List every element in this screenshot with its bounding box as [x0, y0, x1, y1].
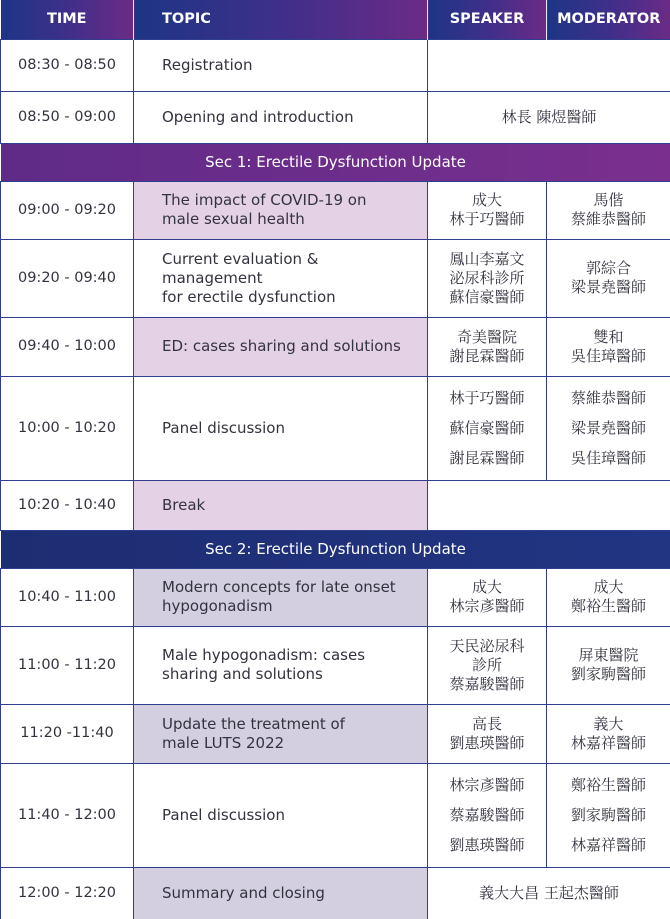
table-row [1, 480, 670, 530]
table-row [1, 91, 670, 143]
session-speaker [428, 181, 547, 239]
topic-line: sharing and solutions [162, 665, 323, 683]
table-row [1, 568, 670, 626]
session-speaker [428, 704, 547, 763]
speaker-line: 蘇信豪醫師 [449, 287, 525, 306]
session-topic: Panel discussion [134, 376, 428, 480]
session-people: 林長 陳煜醫師 [428, 91, 670, 143]
moderator-line: 鄭裕生醫師 [570, 597, 646, 615]
session-topic [134, 568, 428, 626]
session-moderator [547, 181, 670, 239]
speaker-line: 謝昆霖醫師 [449, 449, 525, 467]
session-topic [134, 181, 428, 239]
session-speaker [428, 239, 547, 317]
speaker-line: 劉惠瑛醫師 [449, 836, 525, 854]
session-speaker [428, 626, 547, 704]
speaker-line: 劉惠瑛醫師 [449, 733, 525, 752]
header-speaker: SPEAKER [428, 0, 547, 39]
speaker-line: 林于巧醫師 [449, 210, 525, 228]
header-moderator: MODERATOR [547, 0, 670, 39]
session-moderator [547, 317, 670, 376]
session-time: 11:20 -11:40 [1, 704, 134, 763]
session-moderator [547, 763, 670, 867]
table-row [1, 626, 670, 704]
table-row [1, 867, 670, 919]
moderator-line: 劉家駒醫師 [570, 665, 646, 683]
table-row [1, 376, 670, 480]
moderator-line: 梁景堯醫師 [570, 278, 646, 296]
speaker-line: 蘇信豪醫師 [449, 419, 525, 437]
topic-line: Update the treatment of [162, 714, 345, 733]
session-topic: ED: cases sharing and solutions [134, 317, 428, 376]
moderator-line: 劉家駒醫師 [570, 806, 646, 824]
session-time: 09:00 - 09:20 [1, 181, 134, 239]
moderator-line: 成大 [593, 578, 624, 596]
session-topic: Summary and closing [134, 867, 428, 919]
session-moderator [547, 568, 670, 626]
moderator-line: 林嘉祥醫師 [570, 733, 646, 752]
moderator-line: 郭綜合 [585, 259, 631, 277]
topic-line: Current evaluation & management [162, 249, 319, 287]
moderator-line: 馬偕 [593, 191, 624, 209]
topic-line: male sexual health [162, 210, 305, 228]
topic-line: Modern concepts for late onset [162, 578, 396, 596]
speaker-line: 鳳山李嘉文 [449, 249, 525, 268]
session-time: 10:00 - 10:20 [1, 376, 134, 480]
empty-cell [428, 39, 670, 91]
topic-line: male LUTS 2022 [162, 733, 285, 752]
moderator-line: 鄭裕生醫師 [570, 776, 646, 794]
session-moderator [547, 704, 670, 763]
table-row [1, 181, 670, 239]
table-row [1, 704, 670, 763]
session-topic: Break [134, 480, 428, 530]
session-time: 12:00 - 12:20 [1, 867, 134, 919]
topic-line: hypogonadism [162, 597, 273, 615]
topic-line: for erectile dysfunction [162, 287, 336, 306]
session-time: 09:40 - 10:00 [1, 317, 134, 376]
moderator-line: 屏東醫院 [578, 646, 639, 664]
session-time: 08:50 - 09:00 [1, 91, 134, 143]
session-topic: Registration [134, 39, 428, 91]
session-speaker [428, 568, 547, 626]
empty-cell [428, 480, 670, 530]
moderator-line: 梁景堯醫師 [570, 419, 646, 437]
speaker-line: 蔡嘉駿醫師 [449, 806, 525, 824]
section-row [1, 530, 670, 568]
speaker-line: 天民泌尿科 [449, 636, 525, 655]
topic-line: Male hypogonadism: cases [162, 646, 366, 664]
session-people: 義大大昌 王起杰醫師 [428, 867, 670, 919]
section-title: Sec 2: Erectile Dysfunction Update [1, 530, 670, 568]
session-speaker [428, 317, 547, 376]
session-speaker [428, 763, 547, 867]
header-time: TIME [1, 0, 134, 39]
topic-line: The impact of COVID-19 on [162, 191, 367, 209]
moderator-line: 蔡維恭醫師 [570, 210, 646, 228]
header-topic: TOPIC [134, 0, 428, 39]
session-topic [134, 239, 428, 317]
session-time: 10:40 - 11:00 [1, 568, 134, 626]
session-moderator [547, 239, 670, 317]
session-time: 09:20 - 09:40 [1, 239, 134, 317]
moderator-line: 林嘉祥醫師 [570, 836, 646, 854]
speaker-line: 泌尿科診所 [449, 268, 525, 287]
session-time: 11:40 - 12:00 [1, 763, 134, 867]
speaker-line: 高長 [471, 714, 502, 733]
session-time: 11:00 - 11:20 [1, 626, 134, 704]
speaker-line: 成大 [471, 578, 502, 596]
speaker-line: 成大 [471, 191, 502, 209]
session-time: 10:20 - 10:40 [1, 480, 134, 530]
speaker-line: 診所 [471, 655, 502, 674]
moderator-line: 蔡維恭醫師 [570, 389, 646, 407]
table-row [1, 39, 670, 91]
moderator-line: 雙和 [593, 327, 624, 346]
session-topic [134, 626, 428, 704]
speaker-line: 謝昆霖醫師 [449, 346, 525, 365]
session-topic: Opening and introduction [134, 91, 428, 143]
section-row [1, 143, 670, 181]
moderator-line: 義大 [593, 714, 624, 733]
moderator-line: 吳佳璋醫師 [570, 449, 646, 467]
table-row [1, 763, 670, 867]
table-row [1, 239, 670, 317]
session-speaker [428, 376, 547, 480]
session-topic [134, 704, 428, 763]
session-topic: Panel discussion [134, 763, 428, 867]
speaker-line: 林宗彥醫師 [449, 776, 525, 794]
header-row [1, 0, 670, 39]
session-moderator [547, 376, 670, 480]
speaker-line: 奇美醫院 [456, 327, 517, 346]
speaker-line: 蔡嘉駿醫師 [449, 674, 525, 693]
speaker-line: 林宗彥醫師 [449, 597, 525, 615]
moderator-line: 吳佳璋醫師 [570, 346, 646, 365]
section-title: Sec 1: Erectile Dysfunction Update [1, 143, 670, 181]
table-row [1, 317, 670, 376]
session-time: 08:30 - 08:50 [1, 39, 134, 91]
session-moderator [547, 626, 670, 704]
speaker-line: 林于巧醫師 [449, 389, 525, 407]
